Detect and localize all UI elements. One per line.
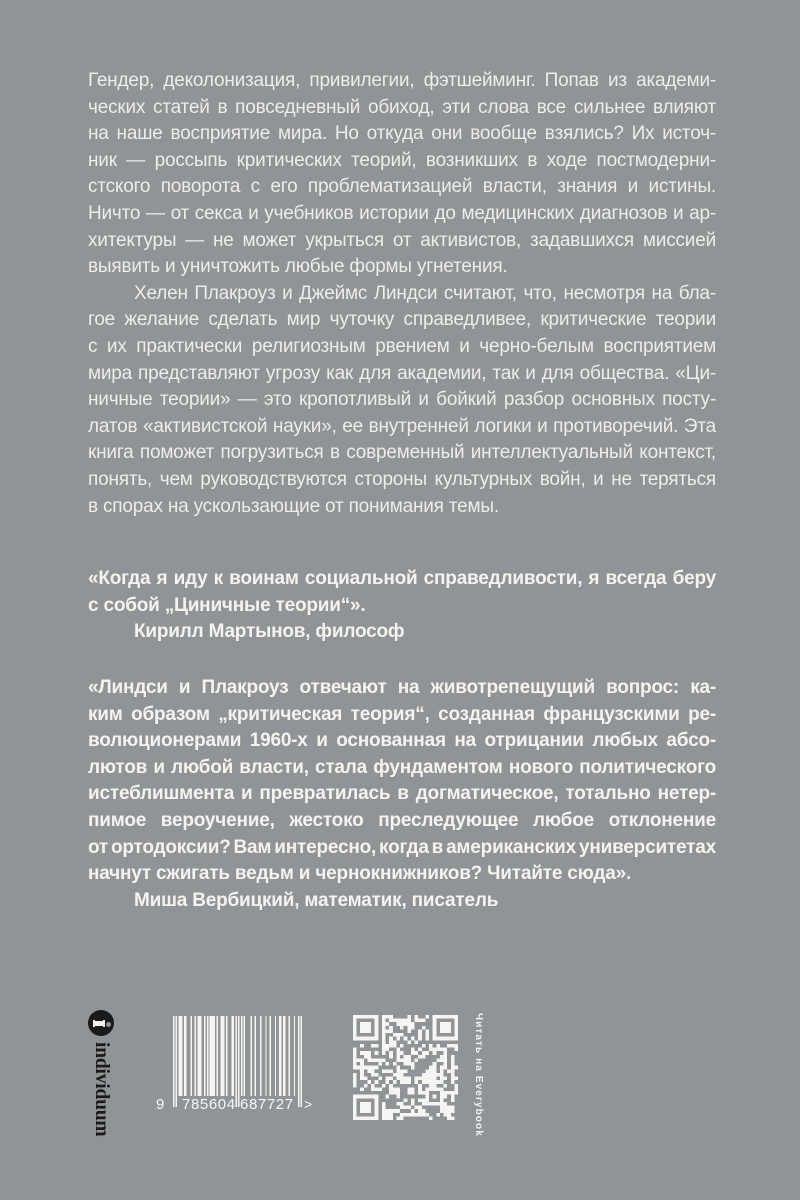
quote-line: ким образом „критическая теория“, созданная французскими ре- [88, 703, 716, 725]
quote-line: лютов и любой власти, стала фундаментом нового политического [88, 756, 716, 778]
isbn-digit-right: 687727 [240, 1096, 294, 1113]
qr-caption: Читать на Everybook [473, 1013, 484, 1137]
quote-line: «Линдси и Плакроуз отвечают на животрепещущий вопрос: ка- [88, 677, 716, 698]
quote-line: «Когда я иду к воинам социальной справедливости, я всегда беру [88, 568, 716, 589]
blurb-line: Ничто — от секса и учебников истории до медицинских диагнозов и ар- [88, 202, 716, 224]
isbn-barcode [156, 1016, 313, 1113]
isbn-digit-lead: 9 [156, 1096, 165, 1113]
blurb-line: с их практически религиозным рвением и черно-белым восприятием [88, 335, 716, 357]
blurb-line: Гендер, деколонизация, привилегии, фэтшейминг. Попав из академи- [88, 70, 716, 91]
quote-attribution: Миша Вербицкий, математик, писатель [134, 889, 499, 911]
blurb-line: выявить и уничтожить любые формы угнетения. [88, 256, 508, 278]
blurb-line: ничные теории» — это кропотливый и бойкий разбор основных посту- [88, 389, 716, 411]
blurb-text [88, 68, 716, 520]
blurb-line: книга поможет погрузиться в современный интеллектуальный контекст, [88, 442, 716, 464]
blurb-line: гое желание сделать мир чуточку справедливее, критические теории [88, 309, 716, 331]
quote-line: от ортодоксии? Вам интересно, когда в американских университетах [88, 836, 716, 858]
blurb-line: в спорах на ускользающие от понимания темы. [88, 495, 499, 517]
blurb-line: стского поворота с его проблематизацией власти, знания и истины. [88, 176, 716, 198]
individuum-i-icon [88, 1010, 114, 1036]
publisher-name: individuum [91, 1042, 112, 1137]
blurb-line: Хелен Плакроуз и Джеймс Линдси считают, что, несмотря на бла- [134, 282, 716, 304]
quote-line: истеблишмента и превратилась в догматическое, тотально нетер- [88, 783, 716, 805]
quote-attribution: Кирилл Мартынов, философ [134, 621, 405, 643]
quote-line: пимое вероучение, жестоко преследующее любое отклонение [88, 809, 716, 831]
endorsement-quote-2 [88, 675, 716, 914]
blurb-line: мира представляют угрозу как для академии, так и для общества. «Ци- [88, 362, 716, 384]
barcode-bars-icon [173, 1016, 302, 1107]
qr-code-icon [353, 1015, 458, 1120]
blurb-line: хитектуры — не может укрыться от активистов, задавшихся миссией [88, 229, 716, 251]
quote-line: волюционерами 1960-х и основанная на отрицании любых абсо- [88, 730, 716, 752]
blurb-line: латов «активистской науки», ее внутренней логики и противоречий. Эта [88, 415, 716, 437]
blurb-line: понять, чем руководствуются стороны культурных войн, и не теряться [88, 468, 716, 490]
quote-line: с собой „Циничные теории“». [88, 594, 366, 616]
blurb-line: на наше восприятие мира. Но откуда они вообще взялись? Их источ- [88, 123, 716, 145]
isbn-chevron: > [304, 1096, 313, 1112]
blurb-line: ческих статей в повседневный обиход, эти слова все сильнее влияют [88, 96, 716, 118]
isbn-digit-left: 785604 [182, 1096, 236, 1113]
endorsement-quote-1 [88, 566, 716, 646]
publisher-logo [88, 1010, 114, 1136]
quote-line: начнут сжигать ведьм и чернокнижников? Читайте сюда». [88, 863, 632, 885]
blurb-line: ник — россыпь критических теорий, возникших в ходе постмодерни- [88, 149, 716, 171]
